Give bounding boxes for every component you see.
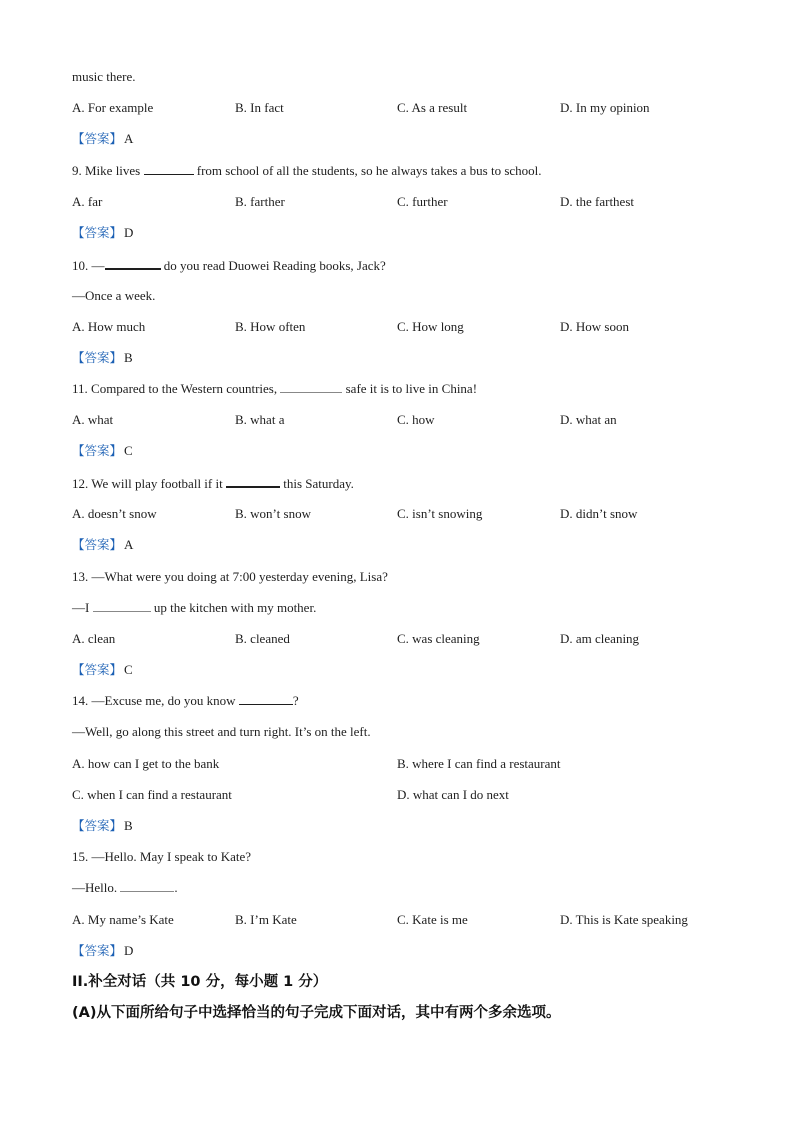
q14-stem-post: ?: [292, 693, 299, 708]
q11-answer-value: C: [124, 443, 133, 458]
q8-answer: [72, 131, 133, 147]
q10-option-d: D. How soon: [560, 319, 629, 334]
q12-option-b: B. won’t snow: [235, 506, 311, 521]
answer-tag: 【答案】: [72, 225, 123, 240]
q9-option-c: C. further: [397, 194, 448, 209]
q10-stem: [72, 257, 386, 274]
q15-option-c: C. Kate is me: [397, 912, 468, 927]
q13-blank: [93, 600, 151, 612]
q11-stem-pre: 11. Compared to the Western countries,: [72, 381, 278, 396]
answer-tag: 【答案】: [72, 537, 123, 552]
q9-option-a: A. far: [72, 194, 103, 209]
q14-stem: [72, 693, 299, 709]
q9-stem-post: from school of all the students, so he always takes a bus to school.: [196, 163, 542, 178]
q15-stem: 15. —Hello. May I speak to Kate?: [72, 849, 252, 864]
q10-blank: [105, 257, 161, 270]
q9-stem-pre: 9. Mike lives: [72, 163, 141, 178]
q14-blank: [239, 693, 293, 705]
q14-answer: [72, 818, 133, 834]
q10-option-c: C. How long: [397, 319, 464, 334]
q14-answer-value: B: [124, 818, 133, 833]
q15-answer-value: D: [124, 943, 134, 958]
q11-option-c: C. how: [397, 412, 435, 427]
answer-tag: 【答案】: [72, 943, 123, 958]
q8-option-c: C. As a result: [397, 100, 468, 115]
q11-stem: [72, 381, 477, 397]
q8-answer-value: A: [124, 131, 134, 146]
q15-blank: [120, 880, 174, 892]
q15-reply-pre: —Hello.: [72, 880, 118, 895]
q15-option-d: D. This is Kate speaking: [560, 912, 688, 927]
q13-stem: 13. —What were you doing at 7:00 yesterday evening, Lisa?: [72, 569, 388, 584]
q10-stem-pre: 10. —: [72, 258, 105, 273]
q12-answer: [72, 537, 133, 553]
q13-option-a: A. clean: [72, 631, 116, 646]
section-title: II.补全对话（共 10 分，每小题 1 分）: [72, 974, 328, 990]
q13-reply: [72, 600, 316, 616]
q13-option-c: C. was cleaning: [397, 631, 480, 646]
q9-answer: [72, 225, 133, 241]
q9-option-b: B. farther: [235, 194, 285, 209]
q10-stem-post: do you read Duowei Reading books, Jack?: [163, 258, 386, 273]
q14-option-b: B. where I can find a restaurant: [397, 756, 561, 771]
q10-option-a: A. How much: [72, 319, 146, 334]
q8-option-a: A. For example: [72, 100, 154, 115]
q11-option-d: D. what an: [560, 412, 617, 427]
q11-blank: [280, 381, 342, 393]
q15-option-b: B. I’m Kate: [235, 912, 297, 927]
q13-reply-post: up the kitchen with my mother.: [153, 600, 317, 615]
q15-reply-post: .: [174, 880, 178, 895]
q12-stem-post: this Saturday.: [283, 476, 354, 491]
q12-stem-pre: 12. We will play football if it: [72, 476, 223, 491]
q13-option-d: D. am cleaning: [560, 631, 640, 646]
answer-tag: 【答案】: [72, 818, 123, 833]
q11-stem-post: safe it is to live in China!: [345, 381, 478, 396]
q10-answer-value: B: [124, 350, 133, 365]
answer-tag: 【答案】: [72, 131, 123, 146]
q8-option-d: D. In my opinion: [560, 100, 650, 115]
q14-stem-pre: 14. —Excuse me, do you know: [72, 693, 236, 708]
q13-option-b: B. cleaned: [235, 631, 290, 646]
answer-tag: 【答案】: [72, 443, 123, 458]
q14-option-c: C. when I can find a restaurant: [72, 787, 232, 802]
q13-answer-value: C: [124, 662, 133, 677]
q14-option-a: A. how can I get to the bank: [72, 756, 220, 771]
q12-option-c: C. isn’t snowing: [397, 506, 483, 521]
q9-stem: [72, 163, 542, 179]
q11-option-a: A. what: [72, 412, 114, 427]
q8-option-b: B. In fact: [235, 100, 284, 115]
section-instruction: (A)从下面所给句子中选择恰当的句子完成下面对话，其中有两个多余选项。: [72, 1005, 561, 1021]
q12-answer-value: A: [124, 537, 134, 552]
q15-reply: [72, 880, 178, 896]
q11-answer: [72, 443, 133, 459]
q9-blank: [144, 163, 194, 175]
q12-option-d: D. didn’t snow: [560, 506, 638, 521]
q9-option-d: D. the farthest: [560, 194, 635, 209]
q10-answer: [72, 350, 133, 366]
q15-option-a: A. My name’s Kate: [72, 912, 174, 927]
q10-reply: —Once a week.: [72, 288, 156, 303]
q9-answer-value: D: [124, 225, 134, 240]
q8-stem-tail: music there.: [72, 69, 136, 84]
q15-answer: [72, 943, 133, 959]
q10-option-b: B. How often: [235, 319, 306, 334]
q14-option-d: D. what can I do next: [397, 787, 509, 802]
q12-blank: [226, 475, 280, 488]
q12-stem: [72, 475, 354, 492]
q13-reply-pre: —I: [72, 600, 90, 615]
answer-tag: 【答案】: [72, 350, 123, 365]
q11-option-b: B. what a: [235, 412, 285, 427]
answer-tag: 【答案】: [72, 662, 123, 677]
q14-reply: —Well, go along this street and turn right. It’s on the left.: [72, 724, 371, 739]
q13-answer: [72, 662, 133, 678]
q12-option-a: A. doesn’t snow: [72, 506, 157, 521]
